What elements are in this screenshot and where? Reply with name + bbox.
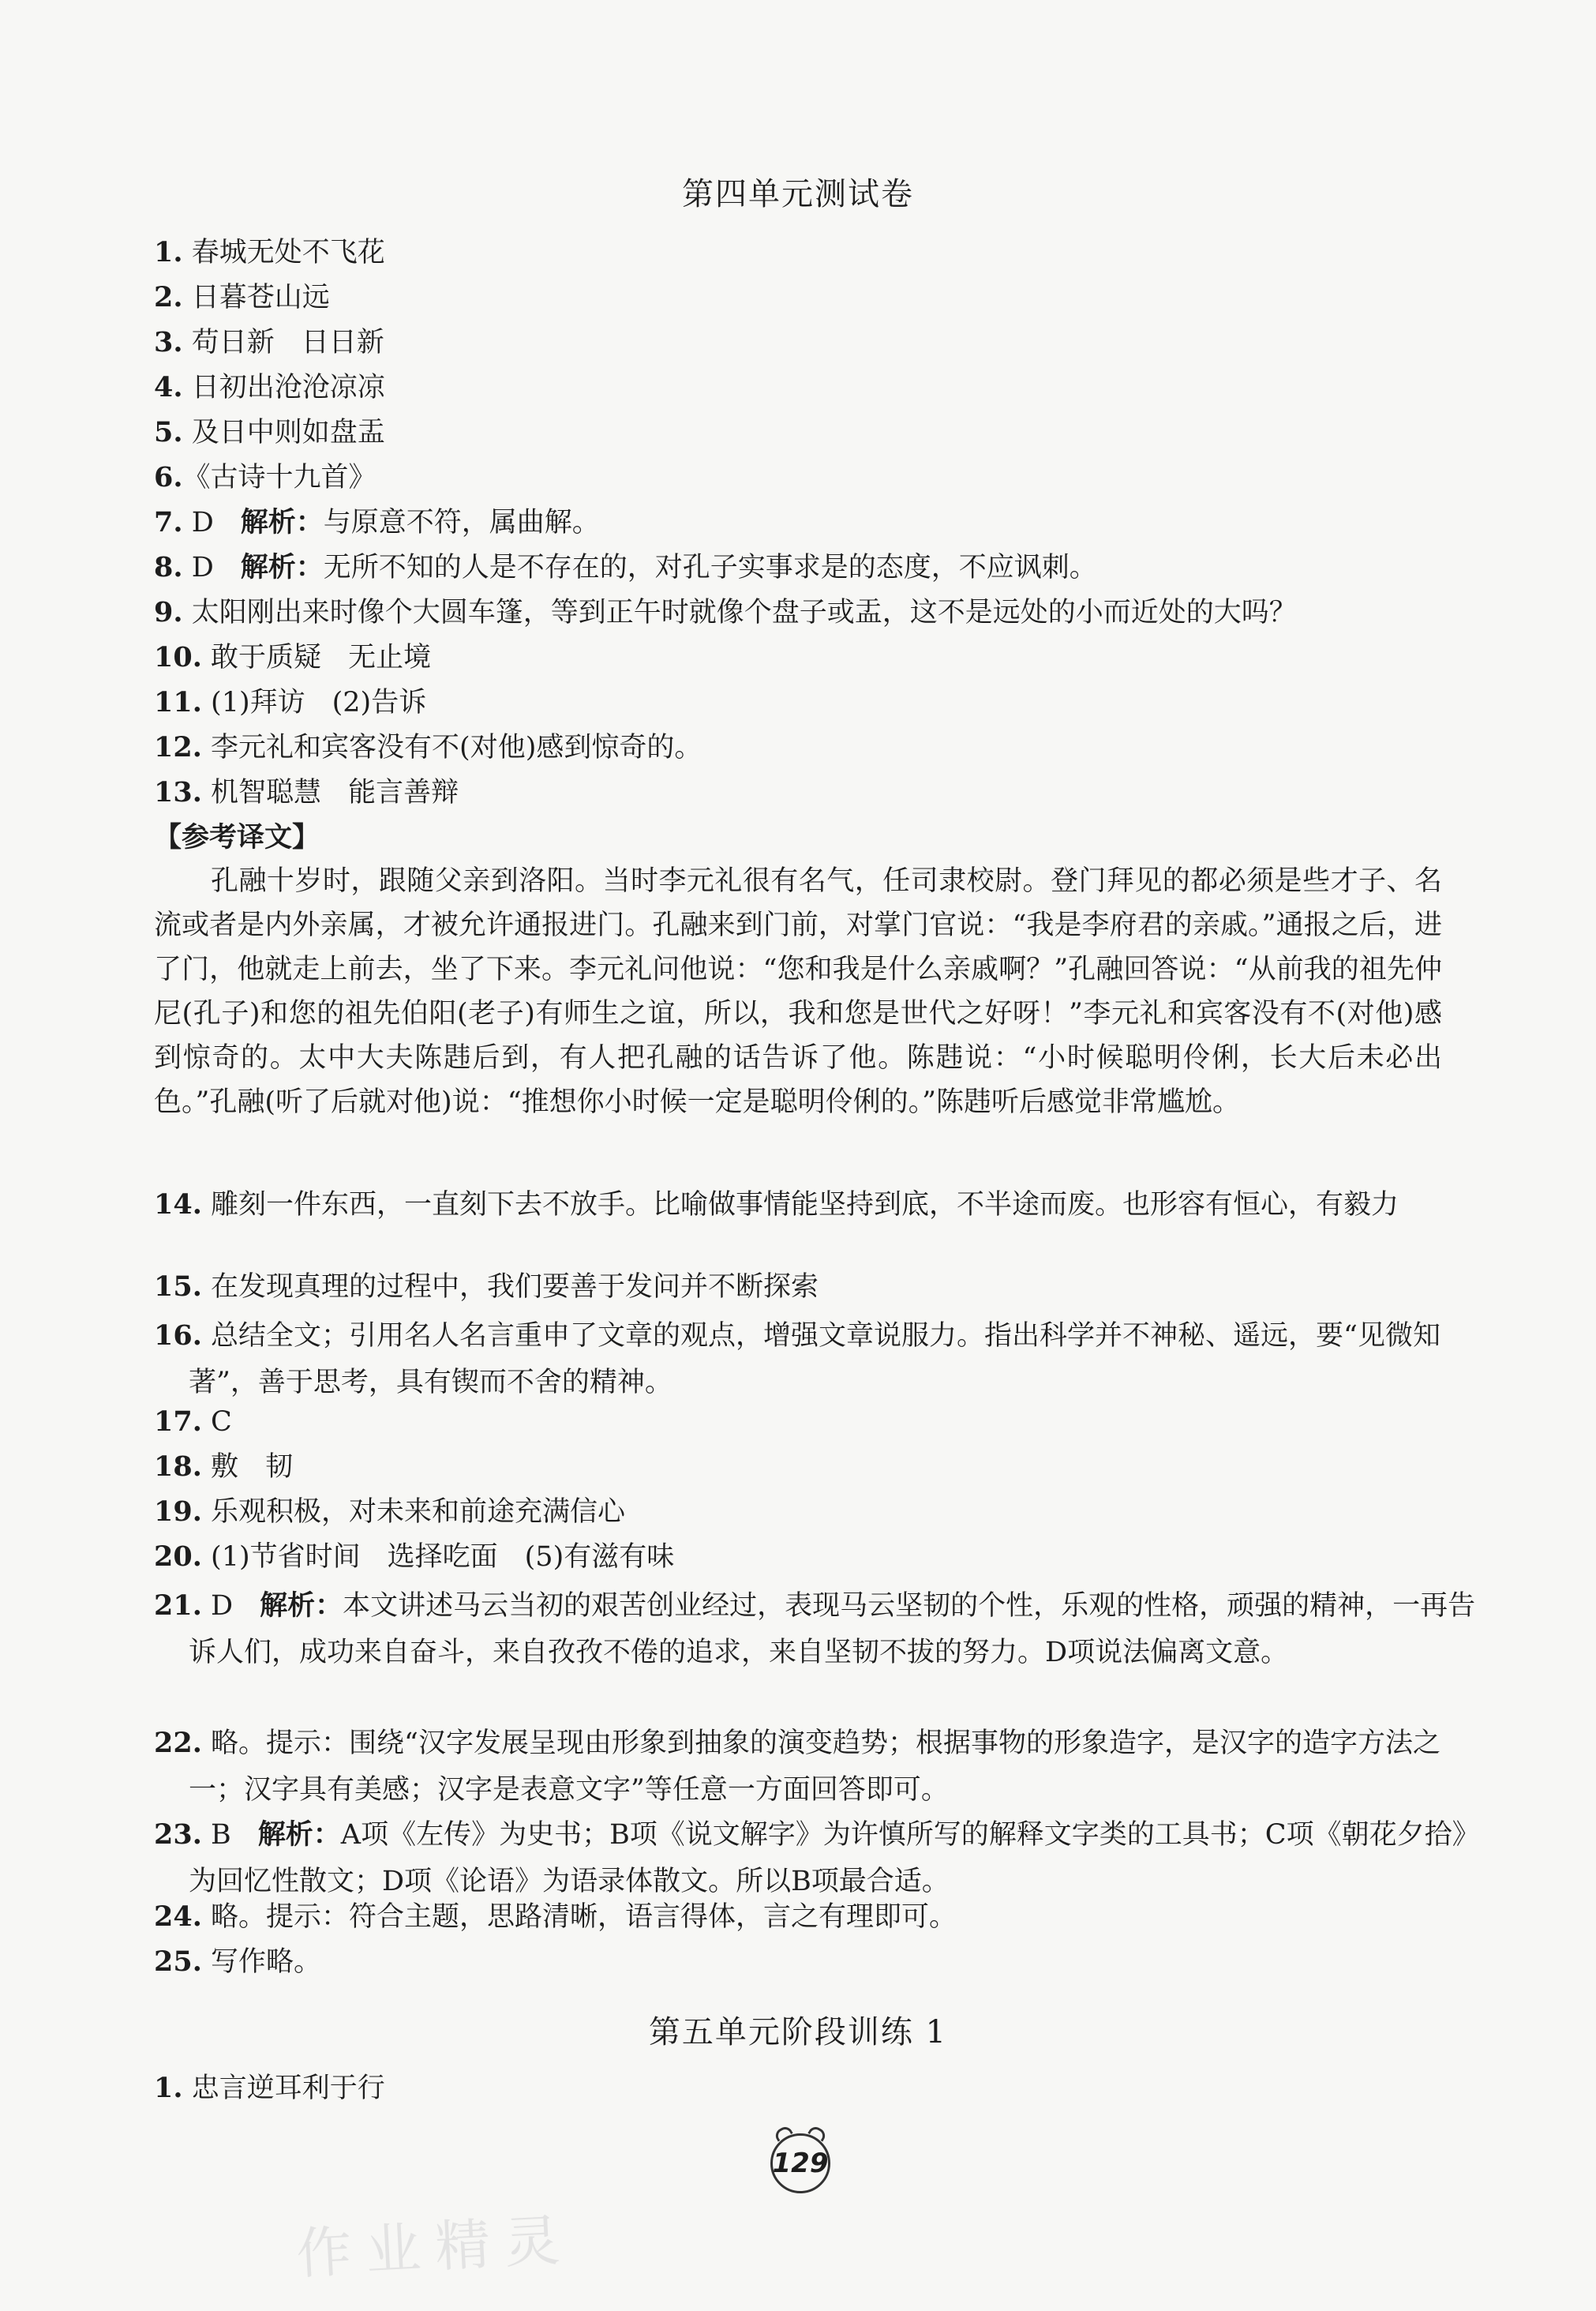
reference-translation-heading: 【参考译文】 bbox=[154, 821, 320, 853]
answer-24: 24. 略。提示：符合主题，思路清晰，语言得体，言之有理即可。 bbox=[154, 1900, 957, 1933]
answer-9: 9. 太阳刚出来时像个大圆车篷，等到正午时就像个盘子或盂，这不是远处的小而近处的大吗？ bbox=[154, 596, 1297, 628]
answer-15: 15. 在发现真理的过程中，我们要善于发问并不断探索 bbox=[154, 1270, 819, 1303]
stage5-answer-1: 1. 忠言逆耳利于行 bbox=[154, 2072, 385, 2104]
answer-1: 1. 春城无处不飞花 bbox=[154, 236, 385, 268]
answer-10: 10. 敢于质疑 无止境 bbox=[154, 641, 432, 673]
answer-19: 19. 乐观积极，对未来和前途充满信心 bbox=[154, 1495, 626, 1528]
answer-2: 2. 日暮苍山远 bbox=[154, 281, 330, 313]
answer-23: 23. B 解析：A项《左传》为史书；B项《说文解字》为许慎所写的解释文字类的工具书；C项《朝花夕拾》为回忆性散文；D项《论语》为语录体散文。所以B项最合适。 bbox=[154, 1818, 1480, 1897]
section-title-test4: 第四单元测试卷 bbox=[682, 176, 914, 212]
watermark: 作业精灵 bbox=[294, 2207, 576, 2287]
answer-18: 18. 敷 韧 bbox=[154, 1450, 294, 1483]
answer-8: 8. D 解析：无所不知的人是不存在的，对孔子实事求是的态度，不应讽刺。 bbox=[154, 551, 1097, 583]
answer-22: 22. 略。提示：围绕“汉字发展呈现由形象到抽象的演变趋势；根据事物的形象造字，是汉字的造字方法之一；汉字具有美感；汉字是表意文字”等任意一方面回答即可。 bbox=[154, 1727, 1441, 1806]
page-number: 129 bbox=[770, 2133, 830, 2193]
section-title-stage5: 第五单元阶段训练 1 bbox=[648, 2014, 948, 2050]
answer-20: 20. (1)节省时间 选择吃面 (5)有滋有味 bbox=[154, 1540, 675, 1573]
answer-16: 16. 总结全文；引用名人名言重申了文章的观点，增强文章说服力。指出科学并不神秘、遥远，要“见微知著”，善于思考，具有锲而不舍的精神。 bbox=[154, 1319, 1441, 1398]
answer-11: 11. (1)拜访 (2)告诉 bbox=[154, 686, 427, 718]
answer-21: 21. D 解析：本文讲述马云当初的艰苦创业经过，表现马云坚韧的个性，乐观的性格，顽强的精神，一再告诉人们，成功来自奋斗，来自孜孜不倦的追求，来自坚韧不拔的努力。D项说法偏离文意。 bbox=[154, 1589, 1476, 1668]
answer-13: 13. 机智聪慧 能言善辩 bbox=[154, 776, 459, 808]
answer-4: 4. 日初出沧沧凉凉 bbox=[154, 371, 385, 403]
reference-translation-text: 孔融十岁时，跟随父亲到洛阳。当时李元礼很有名气，任司隶校尉。登门拜见的都必须是些才子、名流或者是内外亲属，才被允许通报进门。孔融来到门前，对掌门官说：“我是李府君的亲戚。”通报之后，进了门，他就走上前去，坐了下来。李元礼问他说：“您和我是什么亲戚啊？”孔融回答说：“从前我的祖先仲尼(孔子)和您的祖先伯阳(老子)有师生之谊，所以，我和您是世代之好呀！”李元礼和宾客没有不(对他)感到惊奇的。太中大夫陈韪后到，有人把孔融的话告诉了他。陈韪说：“小时候聪明伶俐，长大后未必出色。”孔融(听了后就对他)说：“推想你小时候一定是聪明伶俐的。”陈韪听后感觉非常尴尬。 bbox=[154, 865, 1442, 1118]
answer-25: 25. 写作略。 bbox=[154, 1945, 322, 1978]
answer-7: 7. D 解析：与原意不符，属曲解。 bbox=[154, 506, 600, 538]
answer-5: 5. 及日中则如盘盂 bbox=[154, 416, 385, 448]
answer-3: 3. 苟日新 日日新 bbox=[154, 326, 384, 358]
answer-17: 17. C bbox=[154, 1405, 232, 1438]
answer-6: 6.《古诗十九首》 bbox=[154, 461, 377, 493]
answer-12: 12. 李元礼和宾客没有不(对他)感到惊奇的。 bbox=[154, 731, 702, 763]
answer-14: 14. 雕刻一件东西，一直刻下去不放手。比喻做事情能坚持到底，不半途而废。也形容有恒心，有毅力 bbox=[154, 1188, 1399, 1221]
